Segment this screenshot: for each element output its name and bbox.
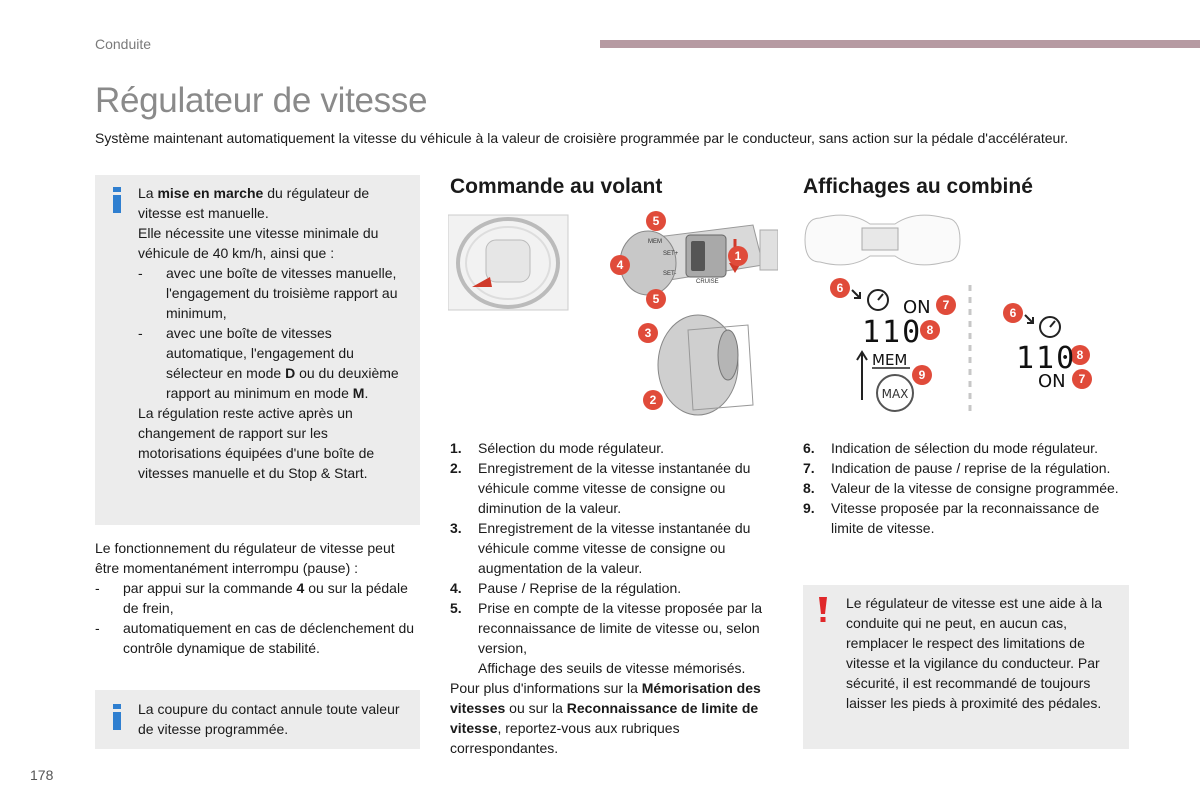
regulation-note: La régulation reste active après un changement de rapport sur les motorisations équipées d'une boîte de vitesses manuelle et du Stop & Start.: [138, 405, 375, 481]
marker-label: 8: [1076, 348, 1084, 362]
list-item: 9. Vitesse proposée par la reconnaissance de limite de vitesse.: [803, 500, 1100, 536]
list-item: 7. Indication de pause / reprise de la régulation.: [803, 460, 1111, 476]
page-number: 178: [30, 767, 54, 783]
marker-label: 3: [644, 326, 652, 340]
info-box-ignition: [95, 690, 420, 749]
marker-label: 4: [616, 258, 624, 272]
list-item: - avec une boîte de vitesses automatique, l'engagement du sélecteur en mode D ou du deuxième rapport au minimum en mode M.: [138, 325, 399, 401]
set-speed: 110: [1016, 341, 1077, 376]
list-item: 6. Indication de sélection du mode régulateur.: [803, 440, 1098, 456]
on-indicator: ON: [903, 297, 931, 318]
info-box-text: [138, 183, 410, 483]
marker-label: 5: [652, 292, 660, 306]
list-item: 5. Prise en compte de la vitesse proposée par la reconnaissance de limite de vitesse ou, selon version,: [450, 600, 763, 656]
marker-label: 5: [652, 214, 660, 228]
info-box-activation: [95, 175, 420, 525]
list-item: 3. Enregistrement de la vitesse instantanée du véhicule comme vitesse de consigne ou augmentation de la valeur.: [450, 520, 751, 576]
stalk-label: CRUISE: [696, 279, 719, 285]
activation-line: La mise en marche du régulateur de vitesse est manuelle.: [138, 185, 370, 221]
steering-control-figure: [448, 205, 778, 430]
set-speed: 110: [862, 315, 923, 350]
pause-section: [95, 538, 420, 658]
more-info-paragraph: Pour plus d'informations sur la Mémorisation des vitesses ou sur la Reconnaissance de limite de vitesse, reportez-vous aux rubriques correspondantes.: [450, 680, 761, 756]
info-box-text: La coupure du contact annule toute valeur de vitesse programmée.: [138, 701, 400, 737]
list-item: - automatiquement en cas de déclenchement du contrôle dynamique de stabilité.: [95, 620, 415, 656]
list-item: 4. Pause / Reprise de la régulation.: [450, 580, 682, 596]
marker-label: 1: [734, 249, 742, 263]
info-icon: [111, 704, 123, 730]
on-indicator: ON: [1038, 371, 1066, 392]
list-item: 1. Sélection du mode régulateur.: [450, 440, 665, 456]
warning-icon: [818, 597, 828, 623]
mem-label: MEM: [872, 351, 908, 369]
warning-box: [803, 585, 1129, 749]
pause-paragraph: Le fonctionnement du régulateur de vitesse peut être momentanément interrompu (pause) :: [95, 540, 395, 576]
stalk-label: SET-: [663, 271, 677, 277]
list-item: - avec une boîte de vitesses manuelle, l'engagement du troisième rapport au minimum,: [138, 265, 398, 321]
intro-paragraph: Système maintenant automatiquement la vitesse du véhicule à la valeur de croisière programmée par le conducteur, sans action sur la pédale d'accélérateur.: [95, 130, 1069, 146]
heading-commande: Commande au volant: [450, 175, 663, 198]
marker-label: 6: [836, 281, 844, 295]
cluster-display-figure: [800, 210, 1140, 415]
heading-affichages: Affichages au combiné: [803, 175, 1033, 198]
section-title: Conduite: [95, 36, 152, 52]
commande-list: [450, 438, 775, 758]
marker-label: 9: [918, 368, 926, 382]
marker-label: 6: [1009, 306, 1017, 320]
list-item: 2. Enregistrement de la vitesse instantanée du véhicule comme vitesse de consigne ou diminution de la valeur.: [450, 460, 751, 516]
accent-bar: [600, 40, 1200, 48]
marker-label: 7: [1078, 372, 1086, 386]
stalk-label: SET+: [663, 251, 679, 257]
page-title: Régulateur de vitesse: [95, 81, 428, 120]
list-item: - par appui sur la commande 4 ou sur la pédale de frein,: [95, 580, 408, 616]
warning-text: Le régulateur de vitesse est une aide à la conduite qui ne peut, en aucun cas, remplacer le respect des limitations de vitesse et la vigilance du conducteur. Par sécurité, il est recommandé de toujours laisser les pieds à proximité des pédales.: [846, 595, 1103, 711]
affichages-list: [803, 438, 1133, 538]
marker-label: 8: [926, 323, 934, 337]
marker-label: 7: [942, 298, 950, 312]
max-label: MAX: [881, 387, 909, 401]
list-item: 8. Valeur de la vitesse de consigne programmée.: [803, 480, 1119, 496]
stalk-label: MEM: [648, 239, 662, 245]
list-item-extra: Affichage des seuils de vitesse mémorisés.: [478, 660, 746, 676]
info-icon: [111, 187, 123, 213]
marker-label: 2: [649, 393, 657, 407]
requirement-line: Elle nécessite une vitesse minimale du véhicule de 40 km/h, ainsi que :: [138, 225, 379, 261]
